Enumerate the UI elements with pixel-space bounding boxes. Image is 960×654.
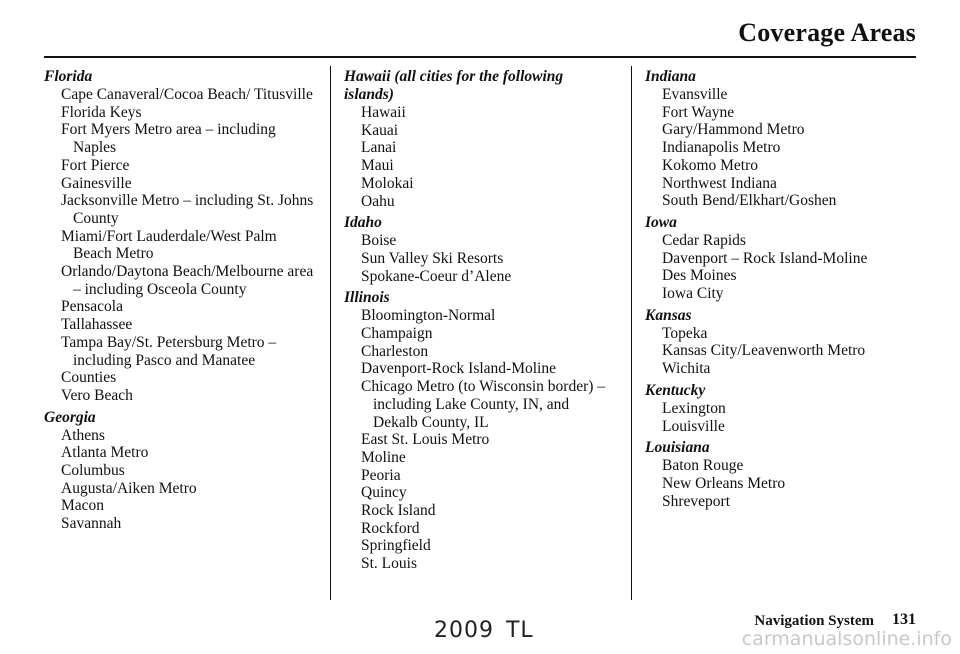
city-item: Pensacola xyxy=(61,298,123,316)
coverage-column-2 xyxy=(344,68,614,577)
city-item: Macon xyxy=(61,497,105,515)
state-heading: Indiana xyxy=(645,68,696,85)
city-list xyxy=(645,400,925,435)
city-list xyxy=(645,457,925,510)
city-item: Boise xyxy=(361,232,397,250)
city-item: Gainesville xyxy=(61,174,132,192)
city-item: Florida Keys xyxy=(61,103,142,121)
city-item: Iowa City xyxy=(662,285,724,303)
state-heading: Florida xyxy=(44,68,93,85)
state-section xyxy=(344,68,614,210)
city-list xyxy=(645,232,925,303)
footer-section-label: Navigation System xyxy=(754,613,874,629)
city-item: Quincy xyxy=(361,484,407,502)
city-item: Tampa Bay/St. Petersburg Metro – including Pasco and Manatee xyxy=(61,333,277,369)
state-section xyxy=(645,439,925,510)
city-item: Des Moines xyxy=(662,267,737,285)
city-list xyxy=(645,86,925,210)
state-heading: Louisiana xyxy=(645,439,710,457)
city-item: Athens xyxy=(61,426,105,444)
city-item: Rock Island xyxy=(361,502,436,520)
column-divider xyxy=(631,66,632,600)
city-item: Lanai xyxy=(361,139,397,157)
city-item: Fort Myers Metro area – including Naples xyxy=(61,121,276,157)
site-watermark: carmanualsonline.info xyxy=(741,628,952,650)
state-section xyxy=(645,382,925,435)
state-heading: Idaho xyxy=(344,214,382,232)
state-section xyxy=(645,68,925,210)
city-item: Rockford xyxy=(361,519,420,537)
city-item: Champaign xyxy=(361,325,433,343)
city-item: Shreveport xyxy=(662,492,731,510)
state-heading: Kentucky xyxy=(645,381,706,399)
city-list xyxy=(344,307,614,573)
city-item: Charleston xyxy=(361,342,429,360)
state-section xyxy=(344,214,614,285)
city-item: Kansas City/Leavenworth Metro xyxy=(662,342,866,360)
city-list xyxy=(44,427,314,533)
city-item: Kokomo Metro xyxy=(662,156,759,174)
city-item: Fort Pierce xyxy=(61,156,130,174)
city-item: Cedar Rapids xyxy=(662,231,746,249)
page-number: 131 xyxy=(892,611,916,628)
city-item: Cape Canaveral/Cocoa Beach/ Titusville xyxy=(61,86,313,103)
city-item: Peoria xyxy=(361,466,401,484)
city-item: Molokai xyxy=(361,174,414,192)
city-item: Columbus xyxy=(61,462,125,480)
city-item: East St. Louis Metro xyxy=(361,431,490,449)
state-heading: Illinois xyxy=(344,289,390,307)
city-item: Davenport – Rock Island-Moline xyxy=(662,249,868,267)
city-list xyxy=(645,325,925,378)
city-item: Maui xyxy=(361,157,394,175)
state-section xyxy=(645,214,925,303)
city-item: Evansville xyxy=(662,86,728,103)
city-item: Orlando/Daytona Beach/Melbourne area – including Osceola County xyxy=(61,263,314,298)
city-item: Gary/Hammond Metro xyxy=(662,121,805,139)
city-item: Savannah xyxy=(61,515,122,533)
coverage-column-1 xyxy=(44,68,314,537)
city-item: Springfield xyxy=(361,537,431,555)
city-item: Lexington xyxy=(662,399,726,417)
state-heading: Kansas xyxy=(645,306,692,324)
header-divider xyxy=(44,56,916,58)
column-divider xyxy=(330,66,331,600)
state-heading: Hawaii (all cities for the following islands) xyxy=(344,68,564,103)
state-section xyxy=(344,289,614,573)
state-section xyxy=(44,409,314,533)
city-item: Baton Rouge xyxy=(662,457,744,475)
city-item: Indianapolis Metro xyxy=(662,139,781,157)
city-list xyxy=(44,86,314,405)
city-item: St. Louis xyxy=(361,555,417,573)
model-watermark: 2009 TL xyxy=(434,618,534,643)
city-item: Kauai xyxy=(361,121,399,139)
city-item: Augusta/Aiken Metro xyxy=(61,479,197,497)
city-item: Vero Beach xyxy=(61,386,133,404)
city-item: Miami/Fort Lauderdale/West Palm Beach Metro xyxy=(61,227,277,263)
city-item: Atlanta Metro xyxy=(61,444,149,462)
city-item: Jacksonville Metro – including St. Johns County xyxy=(61,192,314,227)
city-item: Counties xyxy=(61,369,117,387)
coverage-column-3 xyxy=(645,68,925,514)
city-item: New Orleans Metro xyxy=(662,474,786,492)
city-item: Bloomington-Normal xyxy=(361,307,496,325)
city-list xyxy=(344,232,614,285)
city-item: Wichita xyxy=(662,360,711,378)
state-section xyxy=(645,307,925,378)
state-heading: Iowa xyxy=(645,213,677,231)
city-item: Sun Valley Ski Resorts xyxy=(361,249,504,267)
city-item: Hawaii xyxy=(361,104,406,121)
city-item: Davenport-Rock Island-Moline xyxy=(361,360,556,378)
city-list xyxy=(344,104,614,210)
city-item: Topeka xyxy=(662,324,708,342)
city-item: Northwest Indiana xyxy=(662,174,777,192)
city-item: Chicago Metro (to Wisconsin border) – including Lake County, IN, and Dekalb County, IL xyxy=(361,378,606,431)
city-item: Spokane-Coeur d’Alene xyxy=(361,267,512,285)
city-item: Tallahassee xyxy=(61,316,133,334)
page-title: Coverage Areas xyxy=(738,18,916,47)
city-item: Louisville xyxy=(662,417,725,435)
city-item: Fort Wayne xyxy=(662,103,735,121)
city-item: South Bend/Elkhart/Goshen xyxy=(662,192,837,210)
city-item: Oahu xyxy=(361,192,395,210)
state-section xyxy=(44,68,314,405)
state-heading: Georgia xyxy=(44,408,96,426)
city-item: Moline xyxy=(361,448,406,466)
